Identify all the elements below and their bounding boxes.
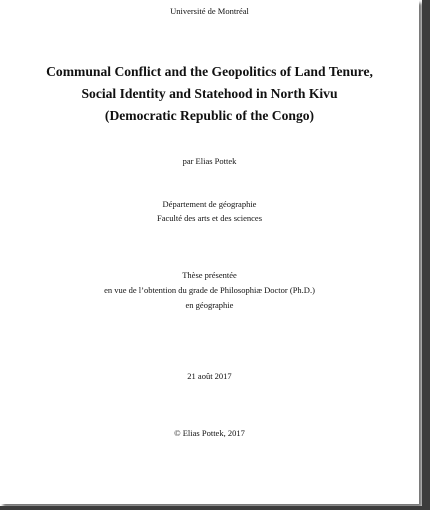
copyright: © Elias Pottek, 2017 bbox=[174, 428, 245, 438]
viewer-frame-bottom bbox=[0, 506, 430, 510]
title-line-3: (Democratic Republic of the Congo) bbox=[104, 108, 315, 123]
institution: Université de Montréal bbox=[170, 6, 249, 16]
thesis-line-2: en vue de l’obtention du grade de Philosophiæ Doctor (Ph.D.) bbox=[104, 285, 315, 295]
department: Département de géographie bbox=[162, 199, 257, 209]
thesis-line-3: en géographie bbox=[185, 300, 234, 310]
title-line-1: Communal Conflict and the Geopolitics of Land Tenure, bbox=[46, 64, 373, 79]
faculty: Faculté des arts et des sciences bbox=[156, 213, 263, 223]
viewer-frame-right bbox=[422, 0, 430, 510]
date: 21 août 2017 bbox=[187, 371, 232, 381]
title-line-2: Social Identity and Statehood in North Kivu bbox=[81, 86, 338, 101]
author: par Elias Pottek bbox=[182, 156, 237, 166]
thesis-line-1: Thèse présentée bbox=[182, 270, 237, 280]
